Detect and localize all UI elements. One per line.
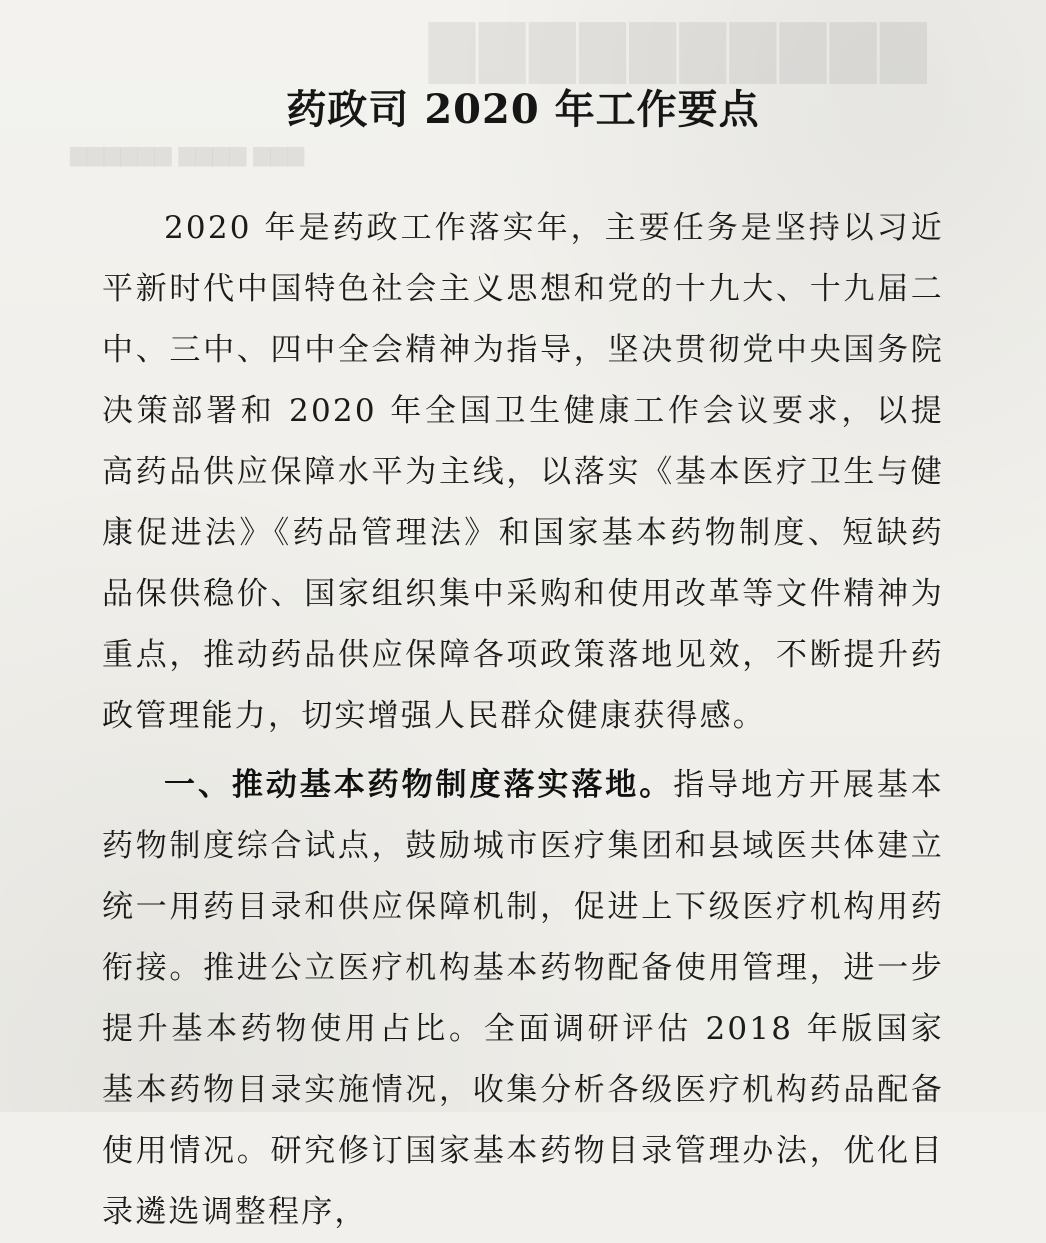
intro-paragraph-text: 2020 年是药政工作落实年，主要任务是坚持以习近平新时代中国特色社会主义思想和党的十九大、十九届二中、三中、四中全会精神为指导，坚决贯彻党中央国务院决策部署和 2020 年全国卫生健康工作会议要求，以提高药品供应保障水平为主线，以落实《基本医疗卫生与健康促进法》《药品管理法》和国家基本药物制度、短缺药品保供稳价、国家组织集中采购和使用改革等文件精神为重点，推动药品供应保障各项政策落地见效，不断提升药政管理能力，切实增强人民群众健康获得感。 [102, 210, 944, 734]
document-title: 药政司 2020 年工作要点 [286, 86, 760, 133]
bleed-through-mark: ▇▇▇▇▇▇▇▇▇▇ [424, 14, 926, 84]
intro-paragraph [102, 198, 944, 747]
bleed-through-line: ▆▆▆ ▆▆▆▆ ▆▆▆▆▆▆ [70, 142, 304, 167]
section-one-text: 指导地方开展基本药物制度综合试点，鼓励城市医疗集团和县域医共体建立统一用药目录和供应保障机制，促进上下级医疗机构用药衔接。推进公立医疗机构基本药物配备使用管理，进一步提升基本药物使用占比。全面调研评估 2018 年版国家基本药物目录实施情况，收集分析各级医疗机构药品配备使用情况。研究修订国家基本药物目录管理办法，优化目录遴选调整程序， [102, 767, 945, 1230]
section-one-paragraph [102, 755, 944, 1243]
document-body [102, 198, 944, 1243]
section-one-heading: 一、推动基本药物制度落实落地。 [164, 767, 674, 803]
